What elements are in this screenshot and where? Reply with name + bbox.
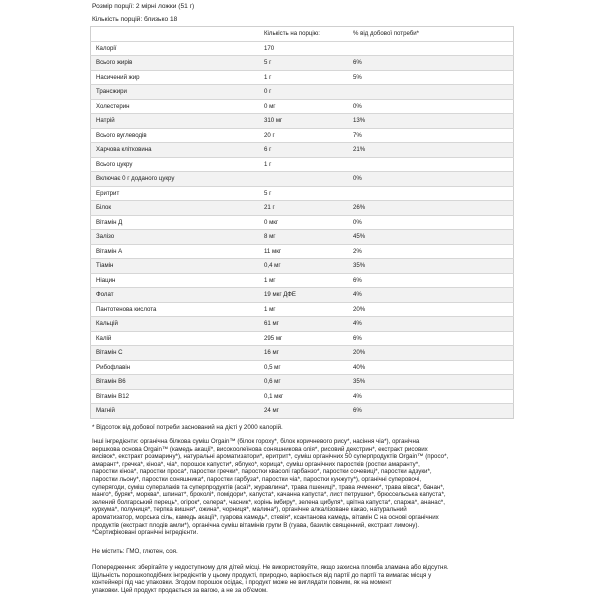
nutrient-name: Харчова клітковина [91, 143, 260, 158]
nutrient-daily-value: 4% [348, 288, 514, 303]
nutrient-daily-value: 7% [348, 128, 514, 143]
nutrient-name: Вітамін B6 [91, 375, 260, 390]
nutrient-name: Калій [91, 331, 260, 346]
warning-line: контейнері під час упаковки. Згодом порошок осідає, і продукт може не виглядати повним, як на момент [92, 579, 392, 587]
table-row [91, 230, 514, 245]
table-row [91, 186, 514, 201]
ingredients-line: ароматизатор, морська сіль, камедь акації*, гуарова камедь*, стевія*, ксантанова камедь, вітамін С на основі органічних [92, 513, 439, 521]
column-header [91, 27, 260, 42]
nutrient-name: Тіамін [91, 259, 260, 274]
nutrient-name: Кальцій [91, 317, 260, 332]
nutrient-daily-value: 6% [348, 331, 514, 346]
nutrient-name: Вітамін С [91, 346, 260, 361]
nutrient-name: Магній [91, 404, 260, 419]
nutrient-amount: 5 г [259, 186, 348, 201]
nutrient-amount: 20 г [259, 128, 348, 143]
nutrient-name: Калорії [91, 41, 260, 56]
nutrient-name: Всього вуглеводів [91, 128, 260, 143]
warning-line: упаковки. Цей продукт продається за вагою, а не за об'ємом. [92, 586, 268, 594]
warning-line: Щільність порошкоподібних інгредієнтів у цьому продукті, природно, варіюється від партії до партії та вимагає місця у [92, 571, 432, 579]
nutrient-name: Включає 0 г доданого цукру [91, 172, 260, 187]
table-row [91, 317, 514, 332]
nutrient-name: Залізо [91, 230, 260, 245]
nutrient-daily-value: 0% [348, 172, 514, 187]
nutrient-daily-value: 35% [348, 259, 514, 274]
nutrient-daily-value: 2% [348, 244, 514, 259]
nutrient-daily-value: 26% [348, 201, 514, 216]
nutrient-name: Всього цукру [91, 157, 260, 172]
table-row [91, 302, 514, 317]
table-header-row [91, 27, 514, 42]
nutrient-name: Рибофлавін [91, 360, 260, 375]
nutrient-amount: 11 мкг [259, 244, 348, 259]
ingredients-line: зелений болгарський перець*, огірок*, селера*, часник*, корінь імбиру*, зелена цибуля*, цвітна капуста*, спаржа*, ананас*, [92, 498, 445, 506]
table-row [91, 215, 514, 230]
nutrient-name: Вітамін Д [91, 215, 260, 230]
ingredients-block [92, 438, 522, 537]
nutrient-amount: 0,4 мг [259, 259, 348, 274]
nutrient-daily-value: 20% [348, 302, 514, 317]
ingredients-line: висівок*, екстракт розмарину*), натуральні ароматизатори*, еритрит*, суміш органічних 50 суперпродуктів Orgain™ (просо*, [92, 453, 449, 461]
nutrient-amount: 0 мг [259, 99, 348, 114]
nutrient-amount: 19 мкг ДФЕ [259, 288, 348, 303]
table-row [91, 128, 514, 143]
table-row [91, 375, 514, 390]
nutrient-amount: 21 г [259, 201, 348, 216]
table-row [91, 114, 514, 129]
nutrient-daily-value: 45% [348, 230, 514, 245]
warning-block [92, 564, 522, 594]
nutrient-name: Вітамін А [91, 244, 260, 259]
nutrient-amount: 310 мг [259, 114, 348, 129]
table-row [91, 389, 514, 404]
nutrition-table [90, 26, 514, 419]
table-row [91, 201, 514, 216]
nutrient-daily-value: 0% [348, 215, 514, 230]
table-row [91, 360, 514, 375]
ingredients-line: *Сертифіковані органічні інгредієнти. [92, 529, 199, 537]
table-row [91, 56, 514, 71]
nutrient-name: Насичений жир [91, 70, 260, 85]
nutrient-amount: 61 мг [259, 317, 348, 332]
column-header: % від добової потреби* [353, 30, 420, 38]
table-row [91, 157, 514, 172]
column-header: Кількість на порцію: [264, 30, 320, 38]
serving-size: Розмір порції: 2 мірні ложки (51 г) [92, 3, 195, 10]
ingredients-line: куркума*, полуниця*, терпка вишня*, ожина*, чорниця*, малина*), органічне алкалізоване какао, натуральний [92, 506, 407, 514]
table-row [91, 404, 514, 419]
ingredients-line: Інші інгредієнти: органічна білкова суміш Orgain™ (білок гороху*, білок коричневого рису*, насіння чіа*), органічна [92, 438, 420, 445]
table-row [91, 244, 514, 259]
table-row [91, 259, 514, 274]
nutrient-name: Вітамін B12 [91, 389, 260, 404]
nutrient-daily-value [348, 157, 514, 172]
nutrient-amount: 8 мг [259, 230, 348, 245]
nutrient-amount: 1 г [259, 157, 348, 172]
ingredients-line: продуктів (екстракт плодів амли*), органічна суміш вітамінів групи B (гуава, базилік священний, екстракт лимону). [92, 521, 420, 529]
nutrient-daily-value: 4% [348, 317, 514, 332]
ingredients-line: паростки кіноа*, паростки проса*, паростки гречки*, паростки квасолі гарбанзо*, паростки сочевиці*, паростки адзуки*, [92, 468, 432, 476]
table-row [91, 346, 514, 361]
nutrient-daily-value: 21% [348, 143, 514, 158]
nutrient-name: Еритрит [91, 186, 260, 201]
nutrient-amount: 170 [259, 41, 348, 56]
ingredients-line: вершкова основа Orgain™ (камедь акації*, високоолеїнова соняшникова олія*, рисовий декстрин*, екстракт рисових [92, 445, 428, 453]
ingredients-line: суперягоди, суміш суперзлаків та суперпродуктів (асаї*, журавлина*, трава пшениці*, трава ячменю*, трава вівса*, банан*, [92, 483, 445, 491]
ingredients-line: паростки льону*, паростки соняшника*, паростки гарбуза*, паростки чіа*, паростки кунжуту*), органічні суперовочі, [92, 475, 422, 483]
nutrient-amount: 1 мг [259, 273, 348, 288]
nutrient-name: Білок [91, 201, 260, 216]
nutrient-name: Фолат [91, 288, 260, 303]
table-row [91, 70, 514, 85]
nutrient-name: Холестерин [91, 99, 260, 114]
not-contains: Не містить: ГМО, глютен, соя. [92, 548, 178, 555]
nutrient-daily-value: 0% [348, 99, 514, 114]
nutrient-amount: 1 мг [259, 302, 348, 317]
nutrient-amount: 0,1 мкг [259, 389, 348, 404]
nutrient-name: Ніацин [91, 273, 260, 288]
footnote: * Відсоток від добової потреби заснований на дієті у 2000 калорій. [92, 424, 283, 431]
nutrient-daily-value [348, 85, 514, 100]
nutrient-name: Натрій [91, 114, 260, 129]
table-row [91, 331, 514, 346]
nutrient-name: Трансжири [91, 85, 260, 100]
nutrient-amount: 0 г [259, 85, 348, 100]
nutrient-daily-value: 35% [348, 375, 514, 390]
nutrient-amount: 0,5 мг [259, 360, 348, 375]
ingredients-line: амарант*, гречка*, кіноа*, чіа*, порошок капусти*, яблуко*, корица*, суміш органічних паростків (ростки амаранту*, [92, 460, 420, 468]
table-row [91, 99, 514, 114]
servings-per-container: Кількість порцій: близько 18 [92, 16, 178, 23]
nutrient-amount: 0 мкг [259, 215, 348, 230]
nutrient-amount: 24 мг [259, 404, 348, 419]
nutrient-daily-value: 40% [348, 360, 514, 375]
nutrient-name: Всього жирів [91, 56, 260, 71]
warning-line: Попередження: зберігайте у недоступному для дітей місці. Не використовуйте, якщо захисна пломба зламана або відсутня. [92, 564, 449, 571]
nutrient-amount: 5 г [259, 56, 348, 71]
nutrient-daily-value [348, 186, 514, 201]
nutrient-daily-value: 4% [348, 389, 514, 404]
table-row [91, 288, 514, 303]
ingredients-line: манго*, буряк*, морква*, шпинат*, броколі*, помідори*, капуста*, качанна капуста*, лист петрушки*, брюссельська капуста*, [92, 491, 446, 499]
nutrient-amount: 295 мг [259, 331, 348, 346]
nutrient-amount: 0,6 мг [259, 375, 348, 390]
nutrient-amount: 16 мг [259, 346, 348, 361]
table-row [91, 143, 514, 158]
nutrient-daily-value: 6% [348, 56, 514, 71]
nutrient-daily-value: 6% [348, 404, 514, 419]
nutrient-daily-value: 5% [348, 70, 514, 85]
nutrient-amount [259, 172, 348, 187]
table-row [91, 172, 514, 187]
table-row [91, 273, 514, 288]
nutrient-daily-value: 13% [348, 114, 514, 129]
nutrient-amount: 1 г [259, 70, 348, 85]
nutrient-daily-value: 20% [348, 346, 514, 361]
nutrient-daily-value [348, 41, 514, 56]
nutrient-daily-value: 6% [348, 273, 514, 288]
nutrient-amount: 6 г [259, 143, 348, 158]
table-row [91, 41, 514, 56]
nutrient-name: Пантотенова кислота [91, 302, 260, 317]
table-row [91, 85, 514, 100]
